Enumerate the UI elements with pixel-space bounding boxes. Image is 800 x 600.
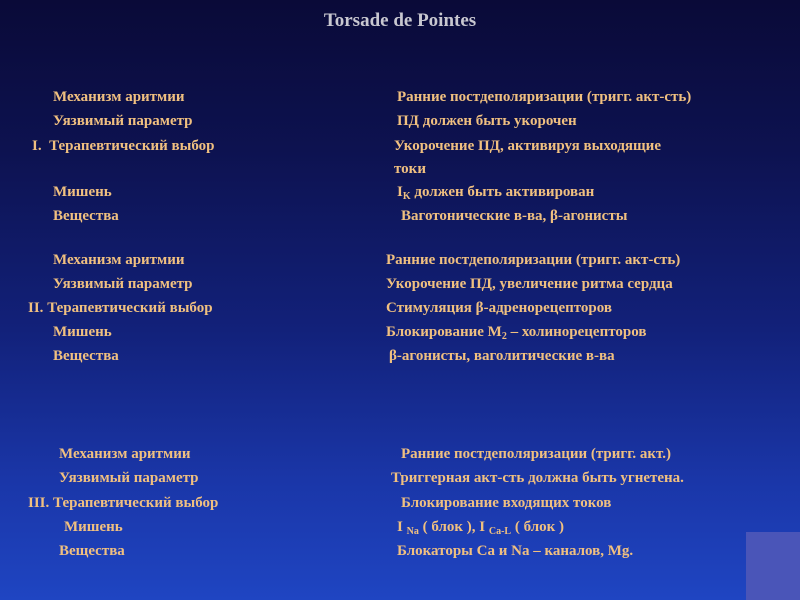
section-3-choice-row [28,494,218,512]
section-1-choice-value-line1: Укорочение ПД, активируя выходящие [394,138,661,154]
section-1-substances-value: Ваготонические в-ва, β-агонисты [401,208,628,224]
section-2-target-sub: 2 [501,331,507,342]
section-1-substances-label: Вещества [53,208,119,224]
section-2-target-prefix: Блокирование М [386,324,502,340]
section-1-choice-row [32,137,214,155]
section-3-substances-label: Вещества [59,543,125,559]
section-3-target-sub-na: Na [406,526,419,537]
section-3-target-value [397,518,564,541]
section-1-numeral: I. [32,138,42,154]
section-2-numeral: II. [28,300,44,316]
section-3-target-mid: ( блок ), I [418,519,489,535]
section-1-mechanism-value: Ранние постдеполяризации (тригг. акт-сть) [397,89,692,105]
section-3-parameter-value: Триггерная акт-сть должна быть угнетена. [391,470,684,486]
section-2-target-value [386,323,646,346]
section-3-choice-label: Терапевтический выбор [53,495,219,511]
section-1-choice-value-line2: токи [394,161,426,177]
section-1-target-i: I [397,184,403,200]
section-3-choice-value: Блокирование входящих токов [401,495,612,511]
section-3-target-sub-cal: Ca-L [488,526,512,537]
section-2-substances-label: Вещества [53,348,119,364]
section-3-target-end: ( блок ) [511,519,565,535]
section-1-parameter-label: Уязвимый параметр [53,113,193,129]
section-3-target-label: Мишень [64,519,123,535]
section-2-choice-label: Терапевтический выбор [47,300,213,316]
section-2-mechanism-value: Ранние постдеполяризации (тригг. акт-сть) [386,252,681,268]
section-2-parameter-value: Укорочение ПД, увеличение ритма сердца [386,276,673,292]
corner-decoration [746,532,800,600]
section-3-substances-value: Блокаторы Са и Na – каналов, Mg. [397,543,634,559]
section-1-choice-label: Терапевтический выбор [49,138,215,154]
section-2-target-label: Мишень [53,324,112,340]
section-3-numeral: III. [28,495,50,511]
section-1-mechanism-label: Механизм аритмии [53,89,185,105]
section-1-parameter-value: ПД должен быть укорочен [397,113,577,129]
section-2-choice-row [28,299,213,317]
section-3-mechanism-label: Механизм аритмии [59,446,191,462]
section-1-target-label: Мишень [53,184,112,200]
section-2-substances-value: β-агонисты, ваголитические в-ва [389,348,615,364]
section-3-mechanism-value: Ранние постдеполяризации (тригг. акт.) [401,446,671,462]
section-3-parameter-label: Уязвимый параметр [59,470,199,486]
section-1-target-sub: K [402,191,411,202]
section-2-choice-value: Стимуляция β-адренорецепторов [386,300,612,316]
section-2-target-suffix: – холинорецепторов [506,324,647,340]
section-1-target-suffix: должен быть активирован [410,184,595,200]
section-1-target-value [397,183,594,206]
section-3-target-i-na: I [397,519,407,535]
section-2-mechanism-label: Механизм аритмии [53,252,185,268]
section-2-parameter-label: Уязвимый параметр [53,276,193,292]
slide-title: Torsade de Pointes [323,10,477,31]
